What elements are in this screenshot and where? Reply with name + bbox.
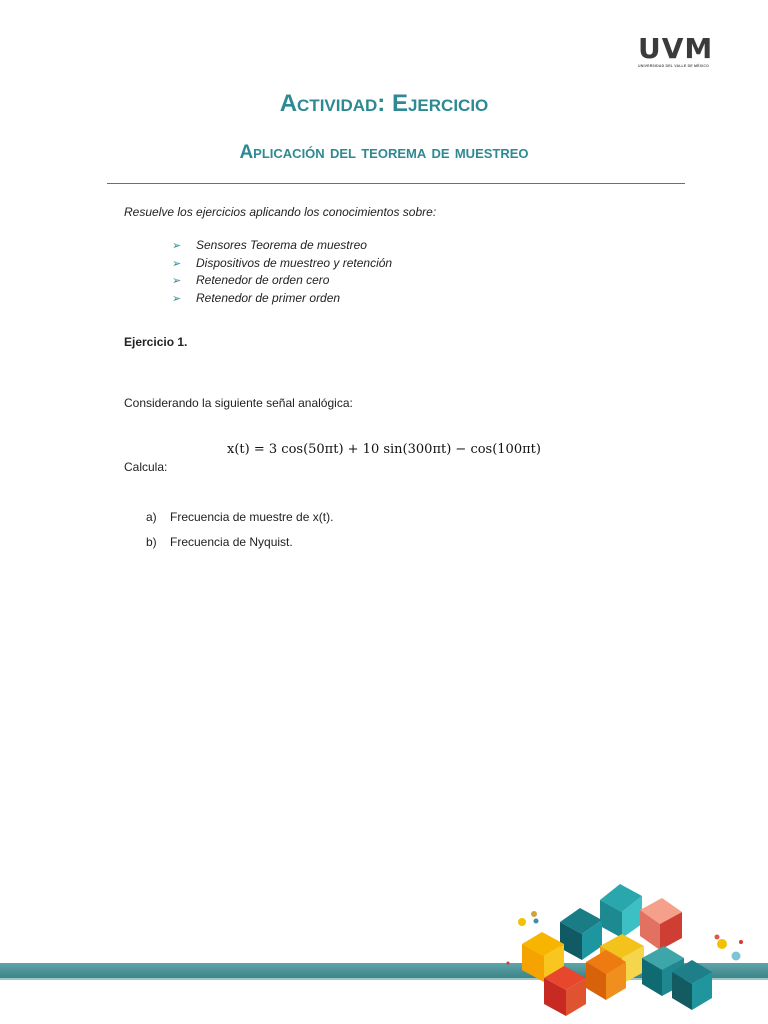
exercise-prompt: Calcula: (124, 460, 168, 474)
question-b (146, 535, 293, 549)
intro-text: Resuelve los ejercicios aplicando los conocimientos sobre: (124, 205, 437, 219)
question-text: Frecuencia de Nyquist. (170, 535, 293, 549)
decorative-cubes (500, 880, 768, 1024)
logo-text: UVM (638, 32, 714, 65)
list-item: ➢ Sensores Teorema de muestreo (172, 237, 392, 255)
question-label: a) (146, 510, 157, 524)
question-a (146, 510, 333, 524)
question-label: b) (146, 535, 157, 549)
arrowhead-icon: ➢ (172, 240, 182, 252)
page-title: Actividad: Ejercicio (279, 90, 489, 117)
list-item: ➢ Retenedor de primer orden (172, 290, 392, 308)
exercise-title: Ejercicio 1. (124, 335, 188, 349)
exercise-statement: Considerando la siguiente señal analógica: (124, 396, 353, 410)
arrowhead-icon: ➢ (172, 257, 182, 270)
topic-list (172, 237, 392, 308)
title-divider (107, 183, 685, 184)
list-item: ➢ Retenedor de orden cero (172, 272, 392, 290)
arrowhead-icon: ➢ (172, 293, 182, 306)
signal-formula: x(t) = 3 cos(50πt) + 10 sin(300πt) − cos(100πt) (227, 442, 541, 457)
uvm-logo (638, 32, 718, 72)
question-text: Frecuencia de muestre de x(t). (170, 510, 334, 524)
list-item: ➢ Dispositivos de muestreo y retención (172, 255, 392, 273)
arrowhead-icon: ➢ (172, 275, 182, 288)
logo-subtitle: UNIVERSIDAD DEL VALLE DE MÉXICO (638, 64, 710, 68)
page-subtitle: Aplicación del teorema de muestreo (239, 142, 529, 163)
